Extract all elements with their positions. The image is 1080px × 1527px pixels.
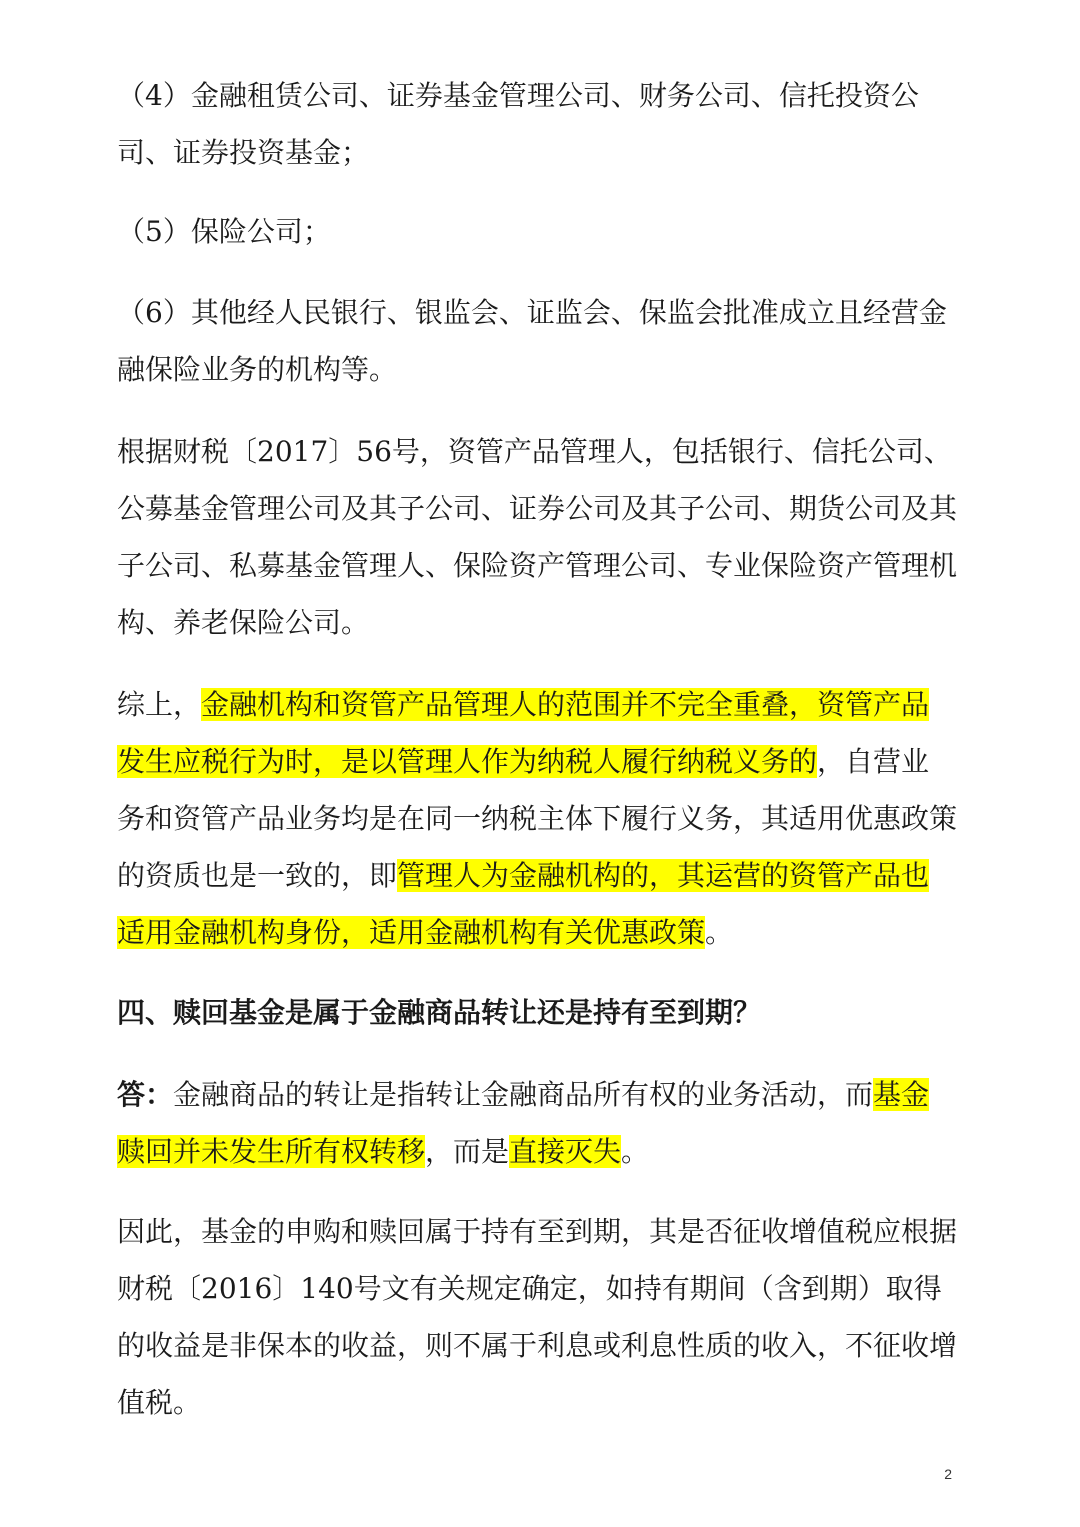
paragraph-item-6: （6）其他经人民银行、银监会、证监会、保监会批准成立且经营金融保险业务的机构等。 [117,296,947,386]
summary-end: 。 [705,916,734,949]
answer-text-2: ，而是 [425,1135,510,1168]
summary-highlight-1: 金融机构和资管产品管理人的范围并不完全重叠，资管产品发生应税行为时，是以管理人作为纳税人履行纳税义务的 [117,688,930,778]
paragraph-summary [117,676,957,961]
summary-highlight-2: 管理人为金融机构的，其运营的资管产品也适用金融机构身份，适用金融机构有关优惠政策 [117,859,930,949]
paragraph-item-4: （4）金融租赁公司、证券基金管理公司、财务公司、信托投资公司、证券投资基金； [117,79,919,169]
section-heading: 四、赎回基金是属于金融商品转让还是持有至到期？ [117,996,762,1029]
paragraph-conclusion: 因此，基金的申购和赎回属于持有至到期，其是否征收增值税应根据财税〔2016〕140号文有关规定确定，如持有期间（含到期）取得的收益是非保本的收益，则不属于利息或利息性质的收入，不征收增值税。 [117,1215,958,1419]
answer-highlight-2: 直接灭失 [509,1135,622,1168]
summary-text: ，自营业务和资管产品业务均是在同一纳税主体下履行义务，其适用优惠政策的资质也是一致的，即 [117,745,958,892]
answer-text-3: 。 [621,1135,650,1168]
answer-text-1: 金融商品的转让是指转让金融商品所有权的业务活动，而 [173,1078,874,1111]
paragraph-asset-managers: 根据财税〔2017〕56号，资管产品管理人，包括银行、信托公司、公募基金管理公司及其子公司、证券公司及其子公司、期货公司及其子公司、私募基金管理人、保险资产管理公司、专业保险资产管理机构、养老保险公司。 [117,435,958,639]
answer-highlight-1: 基金赎回并未发生所有权转移 [117,1078,930,1168]
page-number: 2 [944,1466,952,1482]
summary-intro: 综上， [117,688,202,721]
answer-label: 答： [117,1078,174,1111]
paragraph-item-5: （5）保险公司； [117,215,331,248]
paragraph-answer [117,1066,957,1180]
